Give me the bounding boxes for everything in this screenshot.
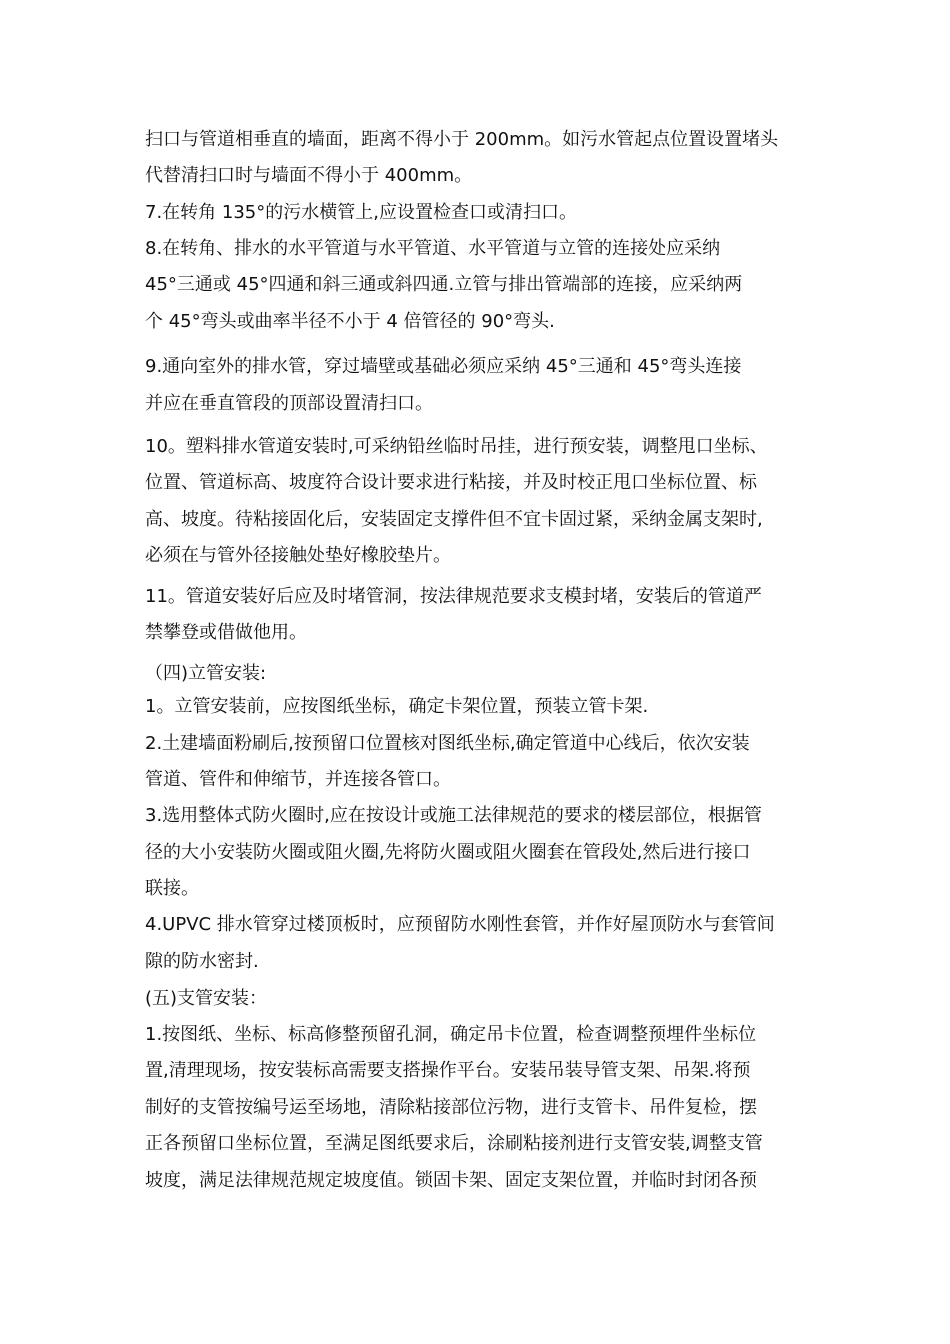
text-line: 9.通向室外的排水管，穿过墙壁或基础必须应采纳 45°三通和 45°弯头连接 xyxy=(145,356,742,377)
text-line: 个 45°弯头或曲率半径不小于 4 倍管径的 90°弯头. xyxy=(145,311,555,332)
text-line: 8.在转角、排水的水平管道与水平管道、水平管道与立管的连接处应采纳 xyxy=(145,238,721,259)
text-line: 管道、管件和伸缩节，并连接各管口。 xyxy=(145,769,451,790)
text-line: 4.UPVC 排水管穿过楼顶板时，应预留防水刚性套管，并作好屋顶防水与套管间 xyxy=(145,914,775,935)
text-line: 1.按图纸、坐标、标高修整预留孔洞，确定吊卡位置，检查调整预埋件坐标位 xyxy=(145,1024,757,1045)
text-line: 联接。 xyxy=(145,878,199,899)
text-line: 径的大小安装防火圈或阻火圈,先将防火圈或阻火圈套在管段处,然后进行接口 xyxy=(145,842,751,863)
text-line: 并应在垂直管段的顶部设置清扫口。 xyxy=(145,393,433,414)
text-line: 禁攀登或借做他用。 xyxy=(145,622,307,643)
text-line: 高、坡度。待粘接固化后，安装固定支撑件但不宜卡固过紧，采纳金属支架时, xyxy=(145,509,763,530)
text-line: 置,清理现场，按安装标高需要支搭操作平台。安装吊装导管支架、吊架.将预 xyxy=(145,1060,751,1081)
text-line: 11。管道安装好后应及时堵管洞，按法律规范要求支模封堵，安装后的管道严 xyxy=(145,586,762,607)
text-line: 位置、管道标高、坡度符合设计要求进行粘接，并及时校正甩口坐标位置、标 xyxy=(145,472,757,493)
text-line: 代替清扫口时与墙面不得小于 400mm。 xyxy=(145,165,473,186)
text-line: 45°三通或 45°四通和斜三通或斜四通.立管与排出管端部的连接，应采纳两 xyxy=(145,274,743,295)
text-line: 隙的防水密封. xyxy=(145,951,259,972)
text-line: 10。塑料排水管道安装时,可采纳铅丝临时吊挂，进行预安装，调整甩口坐标、 xyxy=(145,436,768,457)
text-line: 扫口与管道相垂直的墙面，距离不得小于 200mm。如污水管起点位置设置堵头 xyxy=(145,129,779,150)
text-line: 正各预留口坐标位置，至满足图纸要求后，涂刷粘接剂进行支管安装,调整支管 xyxy=(145,1133,763,1154)
text-line: 2.土建墙面粉刷后,按预留口位置核对图纸坐标,确定管道中心线后，依次安装 xyxy=(145,733,750,754)
text-line: 3.选用整体式防火圈时,应在按设计或施工法律规范的要求的楼层部位，根据管 xyxy=(145,805,762,826)
text-line: 1。立管安装前，应按图纸坐标，确定卡架位置，预装立管卡架. xyxy=(145,696,649,717)
text-line: 坡度，满足法律规范规定坡度值。锁固卡架、固定支架位置，并临时封闭各预 xyxy=(145,1170,757,1191)
section-heading: （四)立管安装: xyxy=(145,663,267,684)
section-heading: (五)支管安装： xyxy=(145,988,268,1009)
text-line: 制好的支管按编号运至场地，清除粘接部位污物，进行支管卡、吊件复检，摆 xyxy=(145,1097,757,1118)
text-line: 必须在与管外径接触处垫好橡胶垫片。 xyxy=(145,545,451,566)
text-line: 7.在转角 135°的污水横管上,应设置检查口或清扫口。 xyxy=(145,202,577,223)
